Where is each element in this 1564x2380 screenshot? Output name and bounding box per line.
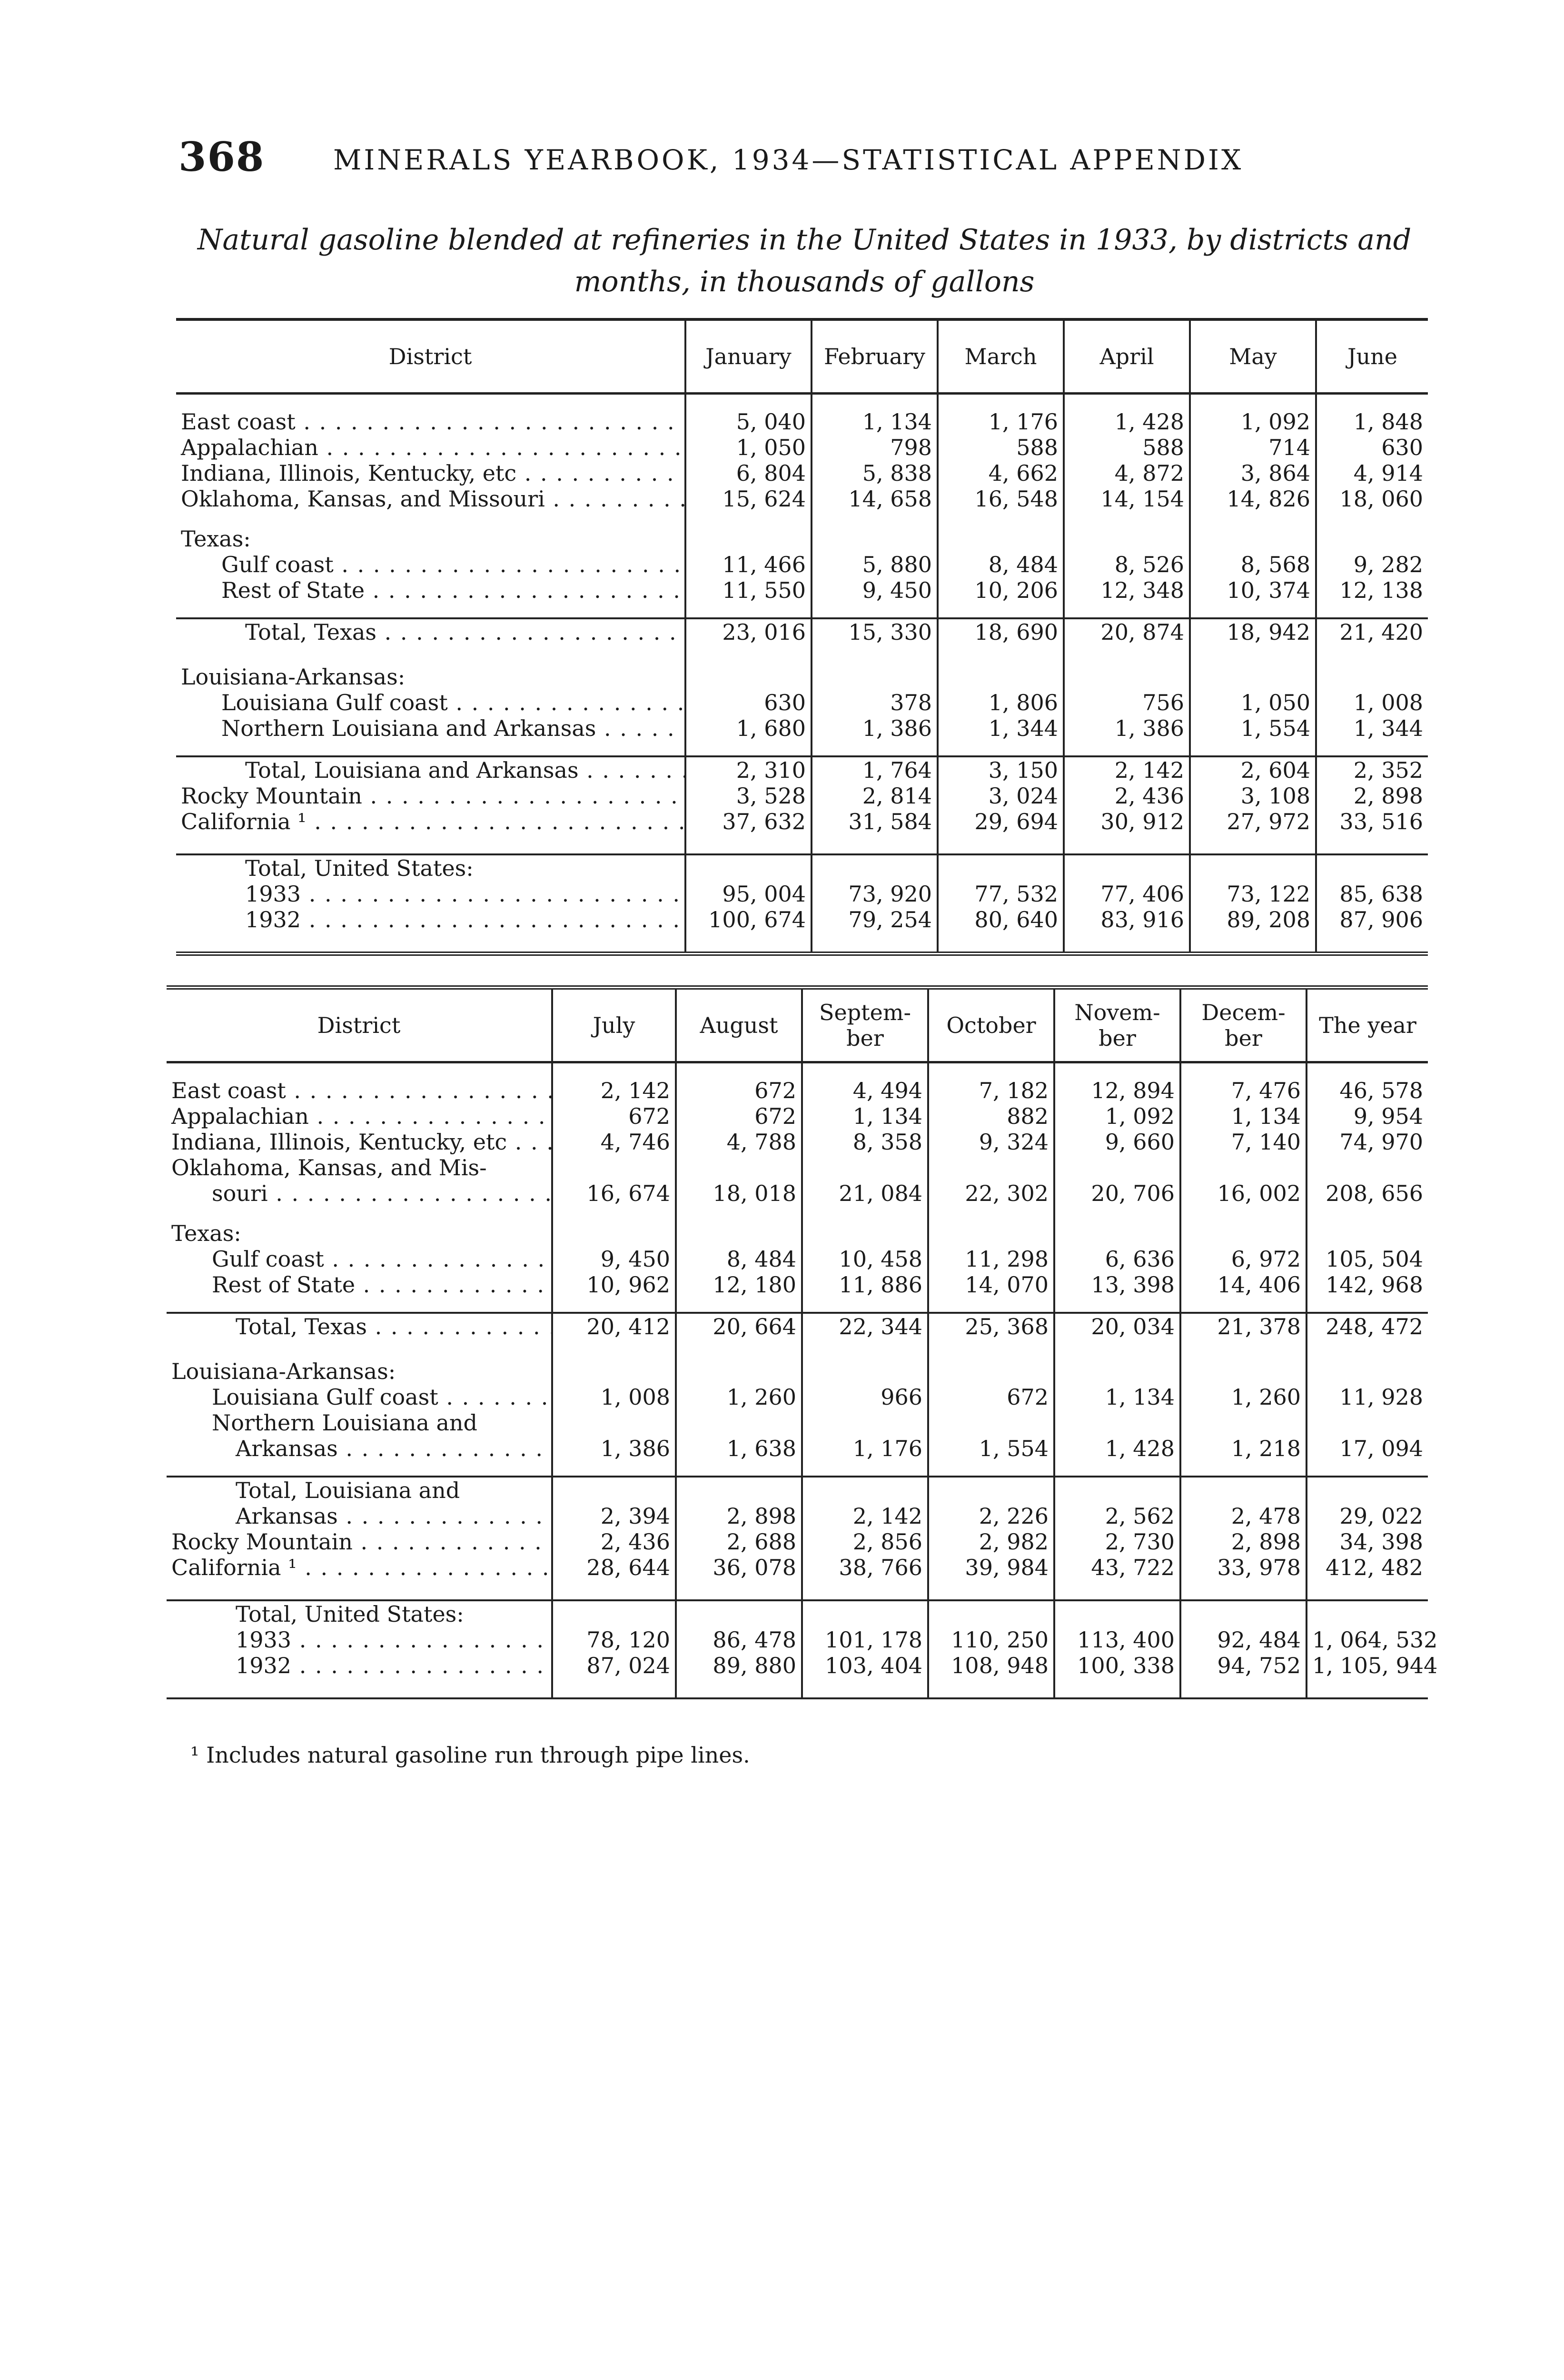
cell: 1, 344 — [938, 715, 1064, 741]
table-row — [176, 664, 1428, 690]
table-row-total — [176, 756, 1428, 783]
cell: 7, 476 — [1180, 1078, 1307, 1103]
cell: 2, 394 — [552, 1503, 676, 1529]
cell: 22, 302 — [928, 1180, 1054, 1206]
cell: 20, 664 — [676, 1313, 802, 1359]
cell: 11, 466 — [685, 552, 812, 577]
row-label: Rocky Mountain . . . — [171, 1529, 552, 1555]
section-label: Texas: — [181, 526, 251, 552]
cell: 1, 260 — [1180, 1384, 1307, 1410]
col-header: February — [812, 319, 938, 394]
cell: 39, 984 — [928, 1555, 1054, 1600]
cell: 73, 122 — [1190, 881, 1316, 907]
cell: 798 — [812, 435, 938, 460]
table-row — [176, 577, 1428, 603]
cell: 100, 674 — [685, 907, 812, 954]
cell: 18, 060 — [1316, 486, 1428, 512]
cell: 142, 968 — [1307, 1272, 1428, 1298]
cell: 1, 386 — [1064, 715, 1190, 741]
cell: 1, 105, 944 — [1307, 1653, 1428, 1698]
cell: 11, 928 — [1307, 1384, 1428, 1410]
cell: 1, 134 — [802, 1103, 928, 1129]
row-label: East coast . . . — [181, 409, 685, 435]
cell: 20, 874 — [1064, 618, 1190, 664]
cell: 12, 348 — [1064, 577, 1190, 603]
table-row-total — [167, 1503, 1428, 1529]
cell: 1, 386 — [812, 715, 938, 741]
cell: 18, 690 — [938, 618, 1064, 664]
col-header: District — [167, 988, 552, 1062]
col-header: June — [1316, 319, 1428, 394]
cell: 1, 064, 532 — [1307, 1627, 1428, 1653]
cell: 10, 374 — [1190, 577, 1316, 603]
cell: 38, 766 — [802, 1555, 928, 1600]
cell: 2, 352 — [1316, 756, 1428, 783]
cell: 21, 378 — [1180, 1313, 1307, 1359]
cell: 3, 108 — [1190, 783, 1316, 809]
cell: 13, 398 — [1054, 1272, 1180, 1298]
cell: 1, 092 — [1054, 1103, 1180, 1129]
cell: 8, 358 — [802, 1129, 928, 1155]
cell: 92, 484 — [1180, 1627, 1307, 1653]
cell: 4, 494 — [802, 1078, 928, 1103]
cell: 25, 368 — [928, 1313, 1054, 1359]
cell: 7, 140 — [1180, 1129, 1307, 1155]
cell: 108, 948 — [928, 1653, 1054, 1698]
cell: 9, 282 — [1316, 552, 1428, 577]
cell: 8, 484 — [938, 552, 1064, 577]
cell: 588 — [1064, 435, 1190, 460]
table-row — [176, 783, 1428, 809]
section-label: Louisiana-Arkansas: — [181, 664, 406, 690]
cell: 100, 338 — [1054, 1653, 1180, 1698]
cell: 2, 688 — [676, 1529, 802, 1555]
cell: 1, 806 — [938, 690, 1064, 715]
table-row — [167, 1272, 1428, 1298]
cell: 1, 008 — [552, 1384, 676, 1410]
cell: 1, 386 — [552, 1436, 676, 1461]
table-row — [167, 1220, 1428, 1246]
row-label: Indiana, Illinois, Kentucky, etc . . . — [171, 1129, 552, 1155]
table-row — [167, 1155, 1428, 1180]
table-row — [167, 1359, 1428, 1384]
cell: 2, 142 — [552, 1078, 676, 1103]
cell: 74, 970 — [1307, 1129, 1428, 1155]
cell: 27, 972 — [1190, 809, 1316, 854]
table-row — [167, 1078, 1428, 1103]
cell: 110, 250 — [928, 1627, 1054, 1653]
row-label: souri . . . — [212, 1180, 552, 1206]
table-title-line-2: months, in thousands of gallons — [574, 265, 1035, 298]
cell: 10, 458 — [802, 1246, 928, 1272]
cell: 23, 016 — [685, 618, 812, 664]
table-row — [176, 881, 1428, 907]
cell: 1, 680 — [685, 715, 812, 741]
cell: 101, 178 — [802, 1627, 928, 1653]
cell: 34, 398 — [1307, 1529, 1428, 1555]
row-label: Total, Louisiana and Arkansas . . . — [245, 757, 685, 783]
cell: 16, 674 — [552, 1180, 676, 1206]
row-label: Louisiana Gulf coast . . . — [212, 1384, 552, 1410]
table-header-row — [176, 319, 1428, 394]
cell: 2, 814 — [812, 783, 938, 809]
cell: 11, 550 — [685, 577, 812, 603]
cell: 5, 838 — [812, 460, 938, 486]
cell: 8, 568 — [1190, 552, 1316, 577]
cell: 208, 656 — [1307, 1180, 1428, 1206]
cell: 4, 914 — [1316, 460, 1428, 486]
cell: 20, 034 — [1054, 1313, 1180, 1359]
table-row — [176, 409, 1428, 435]
cell: 1, 092 — [1190, 409, 1316, 435]
col-header: July — [552, 988, 676, 1062]
cell: 9, 660 — [1054, 1129, 1180, 1155]
cell: 2, 436 — [1064, 783, 1190, 809]
cell: 14, 658 — [812, 486, 938, 512]
cell: 10, 962 — [552, 1272, 676, 1298]
row-label: 1933 . . . — [236, 1627, 552, 1653]
cell: 36, 078 — [676, 1555, 802, 1600]
table-row — [176, 809, 1428, 854]
cell: 80, 640 — [938, 907, 1064, 954]
cell: 78, 120 — [552, 1627, 676, 1653]
running-head: MINERALS YEARBOOK, 1934—STATISTICAL APPENDIX — [333, 144, 1244, 176]
cell: 17, 094 — [1307, 1436, 1428, 1461]
footnote: ¹ Includes natural gasoline run through pipe lines. — [190, 1742, 750, 1768]
cell: 10, 206 — [938, 577, 1064, 603]
row-label: East coast . . . — [171, 1078, 552, 1103]
cell: 1, 428 — [1064, 409, 1190, 435]
cell: 2, 310 — [685, 756, 812, 783]
cell: 2, 730 — [1054, 1529, 1180, 1555]
cell: 1, 008 — [1316, 690, 1428, 715]
cell: 12, 180 — [676, 1272, 802, 1298]
page-header — [178, 133, 1425, 190]
cell: 2, 142 — [802, 1503, 928, 1529]
cell: 29, 022 — [1307, 1503, 1428, 1529]
cell: 1, 764 — [812, 756, 938, 783]
cell: 94, 752 — [1180, 1653, 1307, 1698]
cell: 1, 638 — [676, 1436, 802, 1461]
cell: 22, 344 — [802, 1313, 928, 1359]
col-header: The year — [1307, 988, 1428, 1062]
table-row — [176, 715, 1428, 741]
cell: 15, 624 — [685, 486, 812, 512]
cell: 6, 636 — [1054, 1246, 1180, 1272]
col-header: April — [1064, 319, 1190, 394]
cell: 77, 532 — [938, 881, 1064, 907]
cell: 3, 528 — [685, 783, 812, 809]
cell: 1, 428 — [1054, 1436, 1180, 1461]
cell: 11, 298 — [928, 1246, 1054, 1272]
table-row — [167, 1529, 1428, 1555]
row-label: Appalachian . . . — [171, 1103, 552, 1129]
col-header: Novem-ber — [1054, 988, 1180, 1062]
row-label: California ¹ . . . — [181, 809, 685, 834]
cell: 1, 050 — [1190, 690, 1316, 715]
cell: 1, 134 — [1054, 1384, 1180, 1410]
cell: 2, 478 — [1180, 1503, 1307, 1529]
cell: 14, 070 — [928, 1272, 1054, 1298]
cell: 2, 898 — [1180, 1529, 1307, 1555]
cell: 1, 050 — [685, 435, 812, 460]
cell: 33, 516 — [1316, 809, 1428, 854]
table-row — [167, 1103, 1428, 1129]
cell: 2, 604 — [1190, 756, 1316, 783]
cell: 672 — [552, 1103, 676, 1129]
cell: 672 — [676, 1078, 802, 1103]
table-jul-dec — [167, 985, 1438, 1699]
table-row — [176, 552, 1428, 577]
section-label: Total, United States: — [176, 854, 685, 881]
cell: 87, 024 — [552, 1653, 676, 1698]
row-label: Gulf coast . . . — [221, 552, 685, 577]
cell: 18, 018 — [676, 1180, 802, 1206]
cell: 2, 142 — [1064, 756, 1190, 783]
row-label: 1932 . . . — [245, 907, 685, 932]
cell: 73, 920 — [812, 881, 938, 907]
page-number: 368 — [178, 133, 265, 180]
cell: 5, 880 — [812, 552, 938, 577]
cell: 588 — [938, 435, 1064, 460]
cell: 1, 554 — [928, 1436, 1054, 1461]
row-label: Rest of State . . . — [212, 1272, 552, 1298]
cell: 2, 562 — [1054, 1503, 1180, 1529]
cell: 33, 978 — [1180, 1555, 1307, 1600]
cell: 1, 134 — [812, 409, 938, 435]
cell: 3, 024 — [938, 783, 1064, 809]
cell: 2, 898 — [676, 1503, 802, 1529]
row-label: Louisiana Gulf coast . . . — [221, 690, 685, 715]
cell: 1, 134 — [1180, 1103, 1307, 1129]
cell: 2, 436 — [552, 1529, 676, 1555]
cell: 672 — [676, 1103, 802, 1129]
row-label: Arkansas . . . — [236, 1436, 552, 1461]
cell: 1, 554 — [1190, 715, 1316, 741]
cell: 83, 916 — [1064, 907, 1190, 954]
cell: 714 — [1190, 435, 1316, 460]
row-label: Northern Louisiana and Arkansas . . . — [221, 715, 685, 741]
table-header-row — [167, 988, 1428, 1062]
cell: 21, 420 — [1316, 618, 1428, 664]
col-header: August — [676, 988, 802, 1062]
cell: 14, 406 — [1180, 1272, 1307, 1298]
cell: 966 — [802, 1384, 928, 1410]
col-header: October — [928, 988, 1054, 1062]
cell: 95, 004 — [685, 881, 812, 907]
cell: 6, 804 — [685, 460, 812, 486]
row-label: Total, Louisiana and — [167, 1477, 552, 1503]
cell: 9, 324 — [928, 1129, 1054, 1155]
cell: 1, 344 — [1316, 715, 1428, 741]
cell: 20, 706 — [1054, 1180, 1180, 1206]
row-label: Indiana, Illinois, Kentucky, etc . . . — [181, 460, 685, 486]
cell: 37, 632 — [685, 809, 812, 854]
row-label: Rest of State . . . — [221, 577, 685, 603]
col-header: Septem-ber — [802, 988, 928, 1062]
cell: 1, 848 — [1316, 409, 1428, 435]
cell: 4, 788 — [676, 1129, 802, 1155]
cell: 105, 504 — [1307, 1246, 1428, 1272]
col-header: March — [938, 319, 1064, 394]
table-row — [176, 486, 1428, 512]
row-label: Gulf coast . . . — [212, 1246, 552, 1272]
cell: 12, 138 — [1316, 577, 1428, 603]
row-label: Oklahoma, Kansas, and Missouri . . . — [181, 486, 685, 512]
cell: 77, 406 — [1064, 881, 1190, 907]
table-row — [176, 854, 1428, 881]
cell: 248, 472 — [1307, 1313, 1428, 1359]
table-row — [167, 1436, 1428, 1461]
col-header: May — [1190, 319, 1316, 394]
cell: 882 — [928, 1103, 1054, 1129]
cell: 4, 746 — [552, 1129, 676, 1155]
cell: 18, 942 — [1190, 618, 1316, 664]
table-row — [176, 435, 1428, 460]
row-label: Rocky Mountain . . . — [181, 783, 685, 809]
cell: 2, 856 — [802, 1529, 928, 1555]
cell: 86, 478 — [676, 1627, 802, 1653]
table-row — [176, 690, 1428, 715]
cell: 3, 864 — [1190, 460, 1316, 486]
cell: 9, 450 — [812, 577, 938, 603]
cell: 89, 208 — [1190, 907, 1316, 954]
table-row — [167, 1555, 1428, 1600]
cell: 16, 002 — [1180, 1180, 1307, 1206]
cell: 1, 218 — [1180, 1436, 1307, 1461]
cell: 11, 886 — [802, 1272, 928, 1298]
cell: 4, 662 — [938, 460, 1064, 486]
row-label: California ¹ . . . — [171, 1555, 552, 1580]
row-label: Total, Texas . . . — [236, 1314, 552, 1339]
cell: 14, 154 — [1064, 486, 1190, 512]
col-header: January — [685, 319, 812, 394]
cell: 113, 400 — [1054, 1627, 1180, 1653]
cell: 103, 404 — [802, 1653, 928, 1698]
row-label: Appalachian . . . — [181, 435, 685, 460]
table-row-total — [176, 618, 1428, 664]
cell: 12, 894 — [1054, 1078, 1180, 1103]
row-label: Oklahoma, Kansas, and Mis- — [171, 1155, 487, 1180]
cell: 30, 912 — [1064, 809, 1190, 854]
cell: 31, 584 — [812, 809, 938, 854]
cell: 16, 548 — [938, 486, 1064, 512]
section-label: Louisiana-Arkansas: — [171, 1359, 396, 1384]
cell: 29, 694 — [938, 809, 1064, 854]
row-label: Total, Texas . . . — [245, 619, 685, 645]
table-row-total — [167, 1477, 1428, 1503]
table-row — [167, 1384, 1428, 1410]
table-row — [167, 1180, 1428, 1206]
table-title — [171, 219, 1437, 303]
table-row — [167, 1246, 1428, 1272]
cell: 7, 182 — [928, 1078, 1054, 1103]
cell: 9, 450 — [552, 1246, 676, 1272]
table-row-total — [167, 1313, 1428, 1359]
table-title-line-1: Natural gasoline blended at refineries in the United States in 1933, by districts and — [197, 223, 1412, 257]
row-label: 1932 . . . — [236, 1653, 552, 1678]
cell: 1, 176 — [802, 1436, 928, 1461]
cell: 85, 638 — [1316, 881, 1428, 907]
table-row — [176, 460, 1428, 486]
cell: 378 — [812, 690, 938, 715]
cell: 43, 722 — [1054, 1555, 1180, 1600]
cell: 28, 644 — [552, 1555, 676, 1600]
cell: 8, 526 — [1064, 552, 1190, 577]
cell: 89, 880 — [676, 1653, 802, 1698]
row-label: Arkansas . . . — [236, 1503, 552, 1529]
section-label: Total, United States: — [167, 1600, 552, 1627]
table-row — [167, 1410, 1428, 1436]
cell: 14, 826 — [1190, 486, 1316, 512]
col-header: District — [176, 319, 685, 394]
row-label: 1933 . . . — [245, 881, 685, 907]
cell: 87, 906 — [1316, 907, 1428, 954]
cell: 15, 330 — [812, 618, 938, 664]
table-row — [176, 907, 1428, 954]
cell: 8, 484 — [676, 1246, 802, 1272]
row-label: Northern Louisiana and — [212, 1410, 477, 1436]
cell: 20, 412 — [552, 1313, 676, 1359]
table-jan-jun — [176, 318, 1428, 956]
cell: 46, 578 — [1307, 1078, 1428, 1103]
table-row — [167, 1653, 1428, 1698]
col-header: Decem-ber — [1180, 988, 1307, 1062]
cell: 3, 150 — [938, 756, 1064, 783]
cell: 630 — [685, 690, 812, 715]
cell: 412, 482 — [1307, 1555, 1428, 1600]
table-row — [167, 1129, 1428, 1155]
cell: 2, 898 — [1316, 783, 1428, 809]
cell: 79, 254 — [812, 907, 938, 954]
cell: 2, 982 — [928, 1529, 1054, 1555]
cell: 4, 872 — [1064, 460, 1190, 486]
cell: 2, 226 — [928, 1503, 1054, 1529]
table-row — [176, 526, 1428, 552]
table-row — [167, 1627, 1428, 1653]
cell: 21, 084 — [802, 1180, 928, 1206]
cell: 1, 260 — [676, 1384, 802, 1410]
cell: 9, 954 — [1307, 1103, 1428, 1129]
cell: 630 — [1316, 435, 1428, 460]
cell: 1, 176 — [938, 409, 1064, 435]
cell: 672 — [928, 1384, 1054, 1410]
table-row — [167, 1600, 1428, 1627]
cell: 5, 040 — [685, 409, 812, 435]
section-label: Texas: — [171, 1220, 241, 1246]
cell: 6, 972 — [1180, 1246, 1307, 1272]
cell: 756 — [1064, 690, 1190, 715]
